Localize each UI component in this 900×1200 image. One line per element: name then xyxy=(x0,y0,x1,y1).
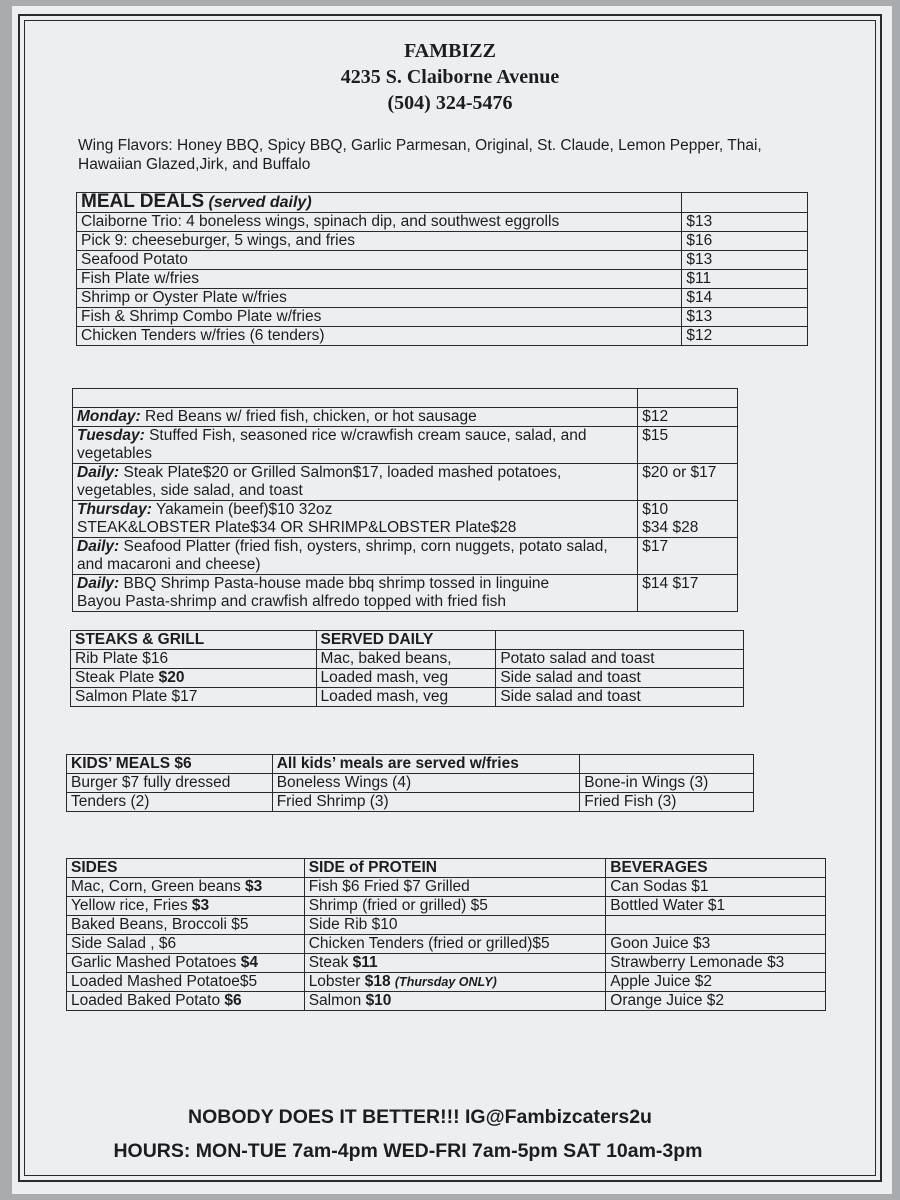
slogan-instagram: NOBODY DOES IT BETTER!!! IG@Fambizcaters2u xyxy=(188,1106,652,1128)
specials-header xyxy=(73,389,738,408)
table-row: Pick 9: cheeseburger, 5 wings, and fries $16 xyxy=(77,232,808,251)
kids-note: All kids’ meals are served w/fries xyxy=(272,755,580,774)
table-row: Daily: Steak Plate$20 or Grilled Salmon$17, loaded mashed potatoes, vegetables, side salad, and toast $20 or $17 xyxy=(73,464,738,501)
meal-deals-table xyxy=(76,192,808,346)
table-row: Side Salad , $6 Chicken Tenders (fried or grilled)$5 Goon Juice $3 xyxy=(67,935,826,954)
meal-deals-title: MEAL DEALS xyxy=(81,191,205,212)
table-row: Daily: BBQ Shrimp Pasta-house made bbq shrimp tossed in linguine Bayou Pasta-shrimp and crawfish alfredo topped with fried fish $14 $17 xyxy=(73,575,738,612)
specials-table xyxy=(72,388,738,612)
table-row: Baked Beans, Broccoli $5 Side Rib $10 xyxy=(67,916,826,935)
table-row: Chicken Tenders w/fries (6 tenders) $12 xyxy=(77,327,808,346)
meal-deals-subtitle: (served daily) xyxy=(208,194,312,211)
restaurant-address: 4235 S. Claiborne Avenue xyxy=(340,66,560,88)
kids-meals-table xyxy=(66,754,754,812)
table-row: Salmon Plate $17 Loaded mash, veg Side salad and toast xyxy=(71,688,744,707)
meal-deals-header xyxy=(77,193,808,213)
table-row: Loaded Mashed Potatoe$5 Lobster $18 (Thursday ONLY) Apple Juice $2 xyxy=(67,973,826,992)
table-row: Shrimp or Oyster Plate w/fries $14 xyxy=(77,289,808,308)
table-row: Loaded Baked Potato $6 Salmon $10 Orange Juice $2 xyxy=(67,992,826,1011)
table-row: Thursday: Yakamein (beef)$10 32oz STEAK&LOBSTER Plate$34 OR SHRIMP&LOBSTER Plate$28 $10 $34 $28 xyxy=(73,501,738,538)
table-row: Fish & Shrimp Combo Plate w/fries $13 xyxy=(77,308,808,327)
sides-protein-beverages-table xyxy=(66,858,826,1011)
restaurant-phone: (504) 324-5476 xyxy=(387,92,513,114)
table-row: Fish Plate w/fries $11 xyxy=(77,270,808,289)
kids-header xyxy=(67,755,754,774)
table-row: Yellow rice, Fries $3 Shrimp (fried or grilled) $5 Bottled Water $1 xyxy=(67,897,826,916)
steaks-header xyxy=(71,631,744,650)
table-row: Seafood Potato $13 xyxy=(77,251,808,270)
table-row: Garlic Mashed Potatoes $4 Steak $11 Strawberry Lemonade $3 xyxy=(67,954,826,973)
restaurant-name: FAMBIZZ xyxy=(404,40,496,62)
table-row: Tuesday: Stuffed Fish, seasoned rice w/crawfish cream sauce, salad, and vegetables $15 xyxy=(73,427,738,464)
kids-title: KIDS’ MEALS $6 xyxy=(67,755,273,774)
table-row: Tenders (2) Fried Shrimp (3) Fried Fish (3) xyxy=(67,793,754,812)
table-row: Rib Plate $16 Mac, baked beans, Potato salad and toast xyxy=(71,650,744,669)
table-row: Steak Plate $20 Loaded mash, veg Side salad and toast xyxy=(71,669,744,688)
hours: HOURS: MON-TUE 7am-4pm WED-FRI 7am-5pm SAT 10am-3pm xyxy=(113,1140,703,1162)
served-daily-label: SERVED DAILY xyxy=(316,631,496,650)
table-row: Monday: Red Beans w/ fried fish, chicken, or hot sausage $12 xyxy=(73,408,738,427)
table-row: Claiborne Trio: 4 boneless wings, spinach dip, and southwest eggrolls $13 xyxy=(77,213,808,232)
steaks-grill-table xyxy=(70,630,744,707)
wing-flavors: Wing Flavors: Honey BBQ, Spicy BBQ, Garlic Parmesan, Original, St. Claude, Lemon Pepper, Thai, Hawaiian Glazed,Jirk, and Buffalo xyxy=(78,137,762,173)
steaks-title: STEAKS & GRILL xyxy=(71,631,317,650)
sides-header: SIDES SIDE of PROTEIN BEVERAGES xyxy=(67,859,826,878)
table-row: Daily: Seafood Platter (fried fish, oysters, shrimp, corn nuggets, potato salad, and macaroni and cheese) $17 xyxy=(73,538,738,575)
table-row: Burger $7 fully dressed Boneless Wings (4) Bone-in Wings (3) xyxy=(67,774,754,793)
table-row: Mac, Corn, Green beans $3 Fish $6 Fried $7 Grilled Can Sodas $1 xyxy=(67,878,826,897)
